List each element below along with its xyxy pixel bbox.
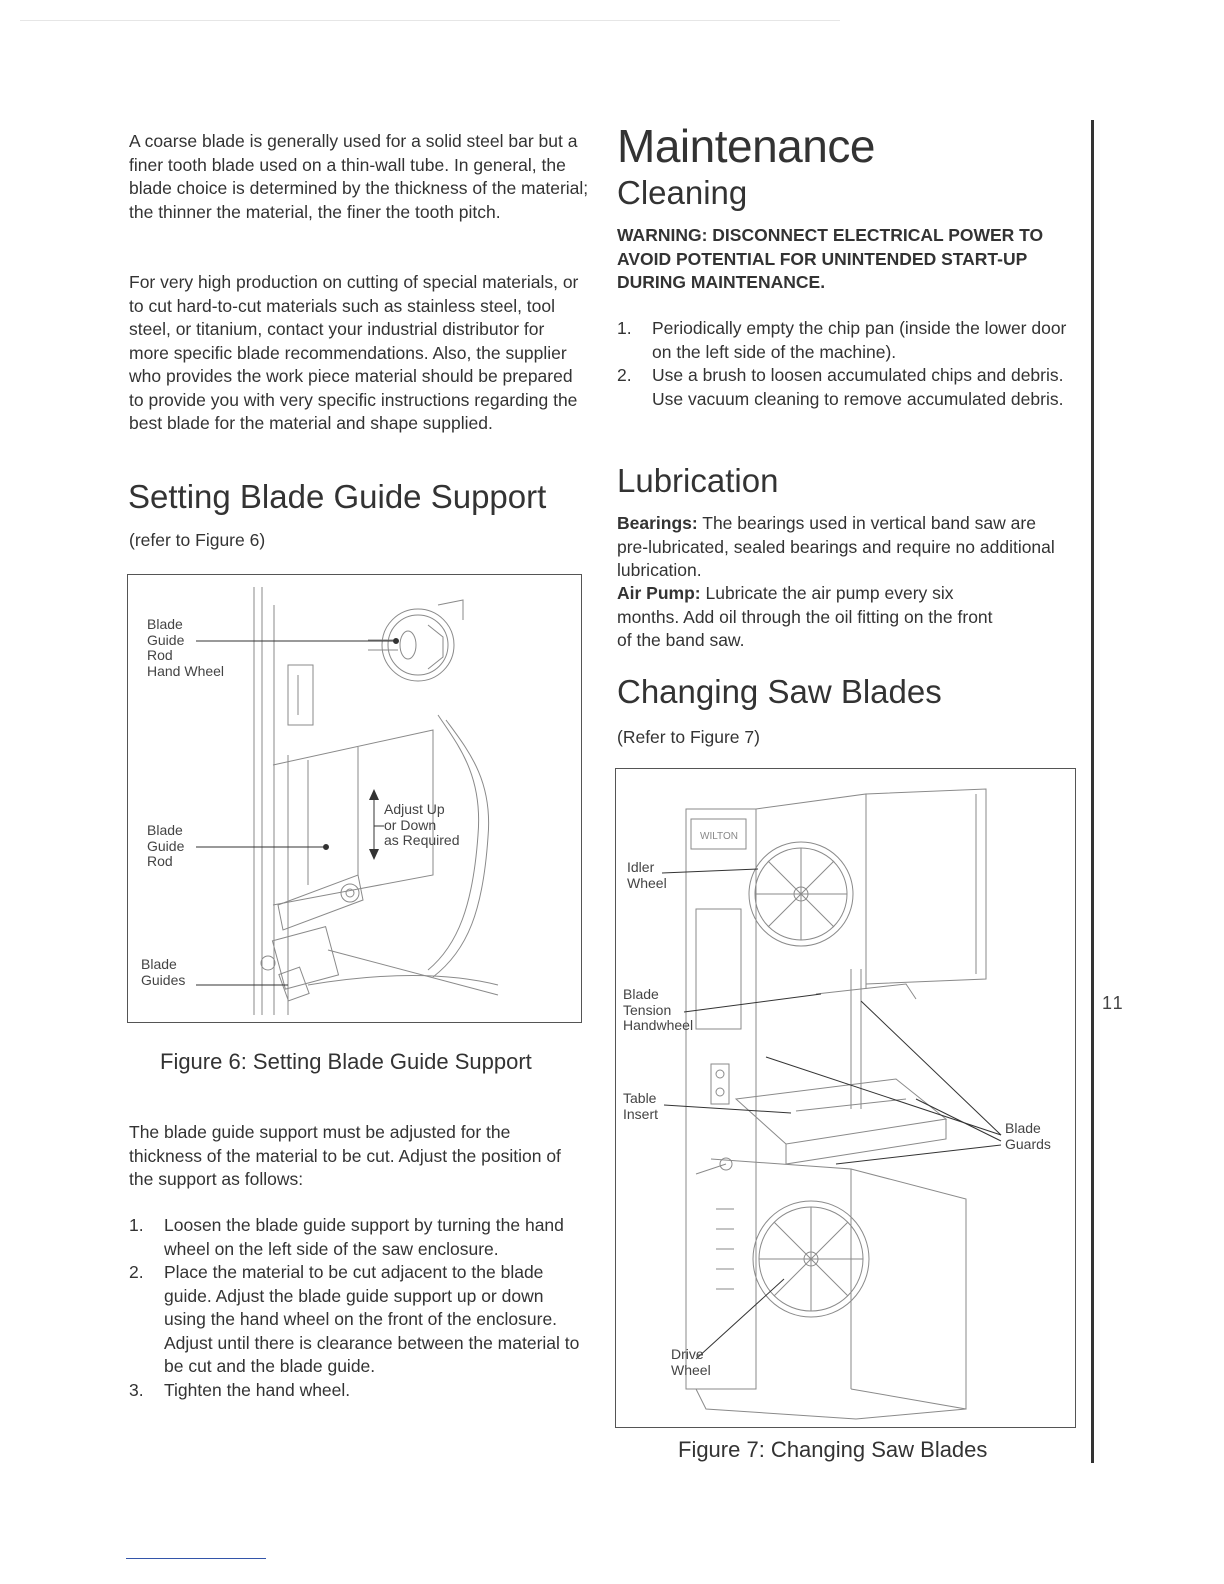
page-number: 11 — [1102, 993, 1125, 1013]
bearings-paragraph — [617, 512, 1057, 583]
right-margin-rule — [1091, 120, 1094, 1463]
lubrication-heading: Lubrication — [617, 462, 779, 499]
fig7-label-tension: Blade Tension Handwheel — [623, 986, 694, 1033]
figure-7 — [615, 768, 1076, 1428]
intro-paragraph-2: For very high production on cutting of special materials, or to cut hard-to-cut materials such as stainless steel, tool steel, or titanium, contact your industrial distributor for more specific blade recommendations. Also, the supplier who provides the work piece material should be prepared to provide you with very specific instructions regarding the best blade for the material and shape supplied. — [129, 272, 579, 433]
cleaning-steps-list — [617, 317, 1067, 411]
fig7-label-idler: Idler Wheel — [627, 859, 667, 891]
fig7-label-guards: Blade Guards — [1005, 1120, 1051, 1152]
setting-guide-ref: (refer to Figure 6) — [129, 530, 266, 550]
fig7-label-drive: Drive Wheel — [671, 1346, 711, 1378]
setting-guide-heading: Setting Blade Guide Support — [128, 478, 547, 515]
changing-blades-ref: (Refer to Figure 7) — [617, 727, 760, 747]
fig6-label-hand-wheel: Blade Guide Rod Hand Wheel — [147, 616, 225, 679]
list-item: 2. Place the material to be cut adjacent to the blade guide. Adjust the blade guide support up or down using the hand wheel on the front of the enclosure. Adjust until there is clearance between the material to be cut and the blade guide. — [129, 1262, 580, 1376]
fig6-label-guide-rod: Blade Guide Rod — [147, 822, 185, 869]
figure-6 — [127, 574, 582, 1023]
fig7-label-table: Table Insert — [623, 1090, 659, 1122]
bottom-underline — [126, 1558, 266, 1559]
adjust-paragraph: The blade guide support must be adjusted for the thickness of the material to be cut. Adjust the position of the support as follows: — [129, 1122, 561, 1189]
figure-7-illustration — [616, 769, 1075, 1427]
maintenance-heading: Maintenance — [617, 120, 875, 172]
list-item: 2. Use a brush to loosen accumulated chips and debris. Use vacuum cleaning to remove accumulated debris. — [617, 365, 1064, 409]
list-item: 1. Periodically empty the chip pan (inside the lower door on the left side of the machine). — [617, 318, 1067, 362]
list-item: 1. Loosen the blade guide support by turning the hand wheel on the left side of the saw enclosure. — [129, 1215, 564, 1259]
adjust-steps-list — [129, 1214, 584, 1402]
airpump-text: Lubricate the air pump every six months. Add oil through the oil fitting on the front of the band saw. — [617, 583, 993, 650]
cleaning-heading: Cleaning — [617, 174, 748, 211]
figure-7-caption: Figure 7: Changing Saw Blades — [678, 1437, 988, 1462]
fig6-label-guides: Blade Guides — [141, 956, 186, 988]
warning-text: WARNING: DISCONNECT ELECTRICAL POWER TO AVOID POTENTIAL FOR UNINTENDED START-UP DURING MAINTENANCE. — [617, 225, 1044, 292]
top-scan-line — [20, 20, 840, 21]
list-item: 3. Tighten the hand wheel. — [129, 1379, 351, 1400]
intro-paragraph-1: A coarse blade is generally used for a solid steel bar but a finer tooth blade used on a thin-wall tube. In general, the blade choice is determined by the thickness of the material; the thinner the material, the finer the tooth pitch. — [129, 131, 589, 222]
bearings-text: The bearings used in vertical band saw are pre-lubricated, sealed bearings and require no additional lubrication. — [617, 513, 1055, 580]
fig6-label-adjust: Adjust Up or Down as Required — [384, 801, 460, 848]
airpump-paragraph — [617, 582, 1007, 653]
fig7-brand-text: WILTON — [700, 831, 738, 842]
changing-blades-heading: Changing Saw Blades — [617, 673, 942, 710]
bearings-label: Bearings: — [617, 513, 698, 533]
airpump-label: Air Pump: — [617, 583, 701, 603]
figure-6-caption: Figure 6: Setting Blade Guide Support — [160, 1049, 532, 1074]
